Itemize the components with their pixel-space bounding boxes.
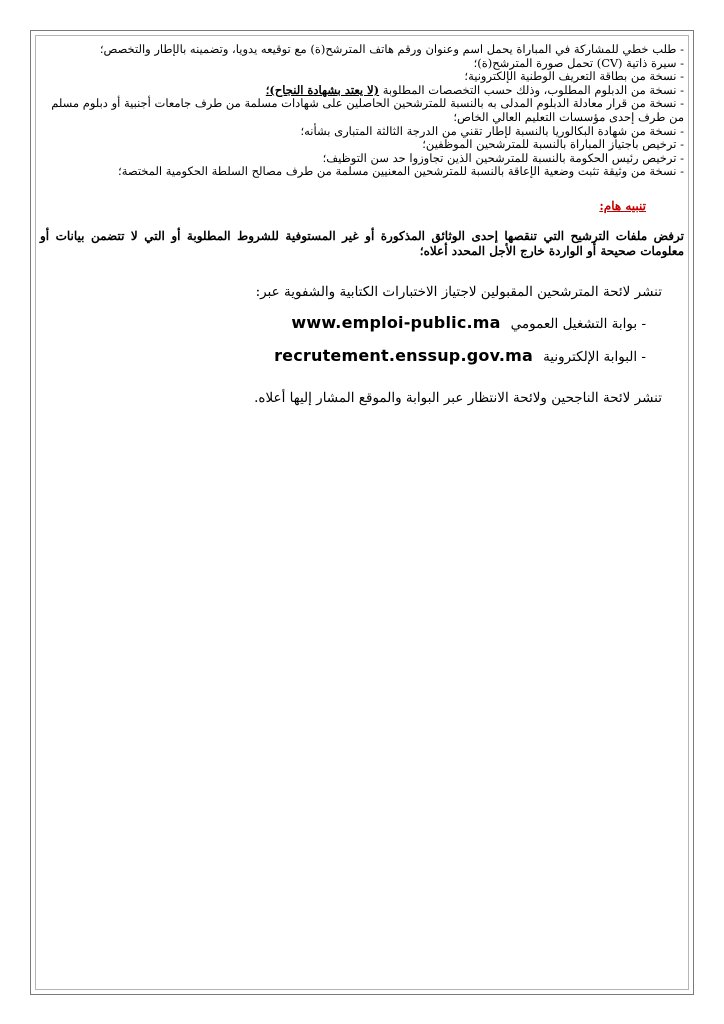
warning-text: ترفض ملفات الترشيح التي تنقصها إحدى الوثائق المذكورة أو غير المستوفية للشروط المطلوبة أو التي لا تتضمن بيانات أو معلومات صحيحة أو الواردة خارج الأجل المحدد أعلاه؛ [40, 228, 684, 258]
list-item: - نسخة من بطاقة التعريف الوطنية الإلكترونية؛ [464, 69, 684, 84]
list-item: - سيرة ذاتية (CV) تحمل صورة المترشح(ة)؛ [473, 55, 684, 70]
publication-intro: تنشر لائحة المترشحين المقبولين لاجتياز الاختبارات الكتابية والشفوية عبر: [255, 283, 662, 300]
site-label: - البوابة الإلكترونية [543, 348, 646, 365]
diploma-item-emphasis: (لا يعتد بشهادة النجاح)؛ [265, 82, 380, 97]
site-url[interactable]: recrutement.enssup.gov.ma [274, 345, 534, 365]
required-documents-list [40, 43, 684, 179]
list-item: - ترخيص رئيس الحكومة بالنسبة للمترشحين الذين تجاوزوا حد سن التوظيف؛ [322, 150, 684, 165]
site-row-enssup [40, 346, 646, 367]
list-item: - ترخيص باجتياز المباراة بالنسبة للمترشحين الموظفين؛ [422, 137, 684, 152]
list-item: - طلب خطي للمشاركة في المباراة يحمل اسم وعنوان ورقم هاتف المترشح(ة) مع توقيعه يدويا، وتضمينه بالإطار والتخصص؛ [99, 42, 684, 56]
list-item: - نسخة من قرار معادلة الدبلوم المدلى به بالنسبة للمترشحين الحاصلين على شهادات مسلمة من طرف جامعات أجنبية أو دبلوم مسلم من طرف إحدى مؤسسات التعليم العالي الخاص؛ [51, 96, 684, 124]
site-label: - بوابة التشغيل العمومي [510, 315, 646, 332]
diploma-item-text: - نسخة من الدبلوم المطلوب، وذلك حسب التخصصات المطلوبة [379, 82, 684, 97]
warning-title: تنبيه هام: [599, 198, 646, 213]
site-url[interactable]: www.emploi-public.ma [291, 312, 501, 332]
results-note: تنشر لائحة الناجحين ولائحة الانتظار عبر البوابة والموقع المشار إليها أعلاه. [254, 389, 662, 406]
site-row-emploi-public [40, 313, 646, 334]
list-item: - نسخة من وثيقة تثبت وضعية الإعاقة بالنسبة للمترشحين المعنيين مسلمة من طرف مصالح السلطة الحكومية المختصة؛ [118, 164, 684, 179]
document-body [40, 43, 684, 407]
list-item: - نسخة من شهادة البكالوريا بالنسبة لإطار تقني من الدرجة الثالثة المتبارى بشأنه؛ [300, 123, 684, 138]
